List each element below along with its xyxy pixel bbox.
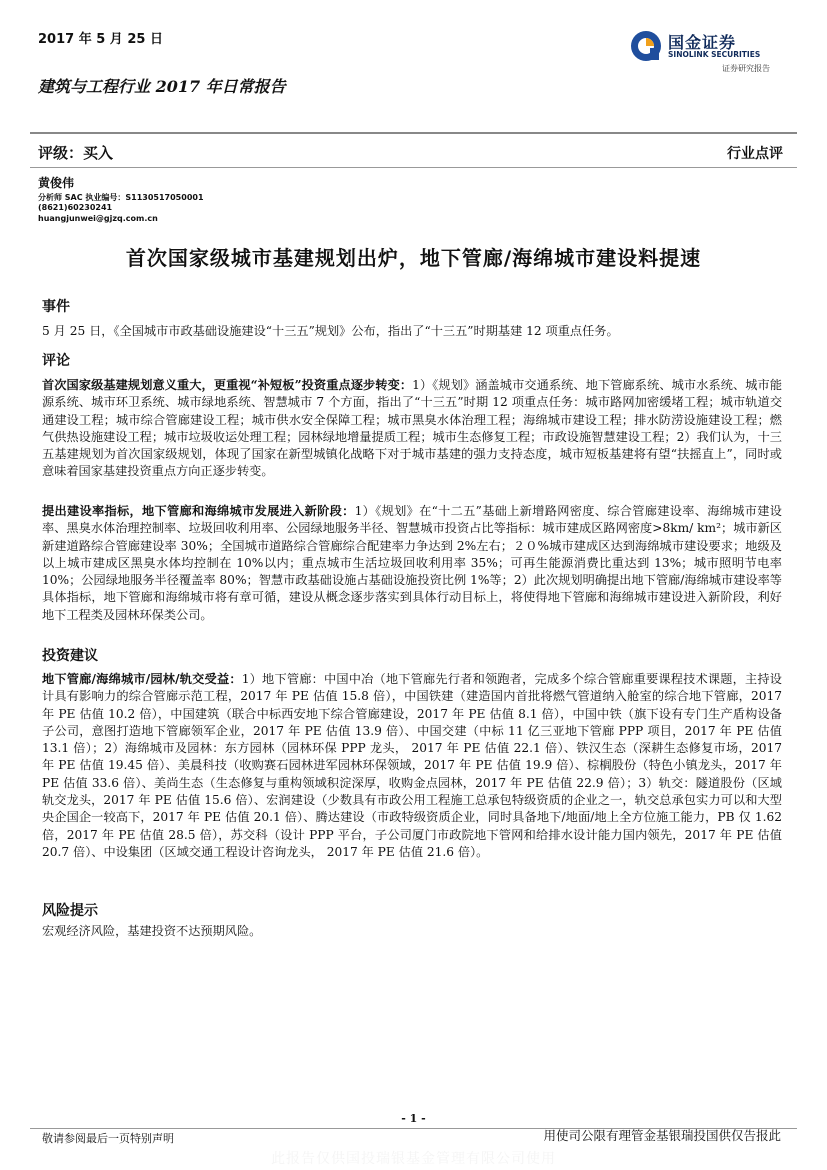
comment-paragraph-1 [42, 377, 782, 481]
comment-2-body: 1）《规划》在“十二五”基础上新增路网密度、综合管廊建设率、海绵城市建设率、黑臭水体治理控制率、垃圾回收利用率、公园绿地服务半径、智慧城市投资占比等指标：城市建成区路网密度>8km/ km²；城市新区新建道路综合管廊建设率 30%；全国城市道路综合管廊综合配建率力争达到 2%左右；２０%城市建成区达到海绵城市建设要求；地级及以上城市建成区黑臭水体均控制在 10%以内；重点城市生活垃圾回收利用率 35%；可再生能源消费比重达到 13%；城市照明节电率 10%；公园绿地服务半径覆盖率 80%；智慧市政基础设施占基础设施投资比例 1%等；2）此次规划明确提出地下管廊/海绵城市建设率等具体指标，地下管廊和海绵城市将有章可循，建设从概念逐步落实到具体行动目标上，将使得地下管廊和海绵城市建设进入新阶段，利好地下工程类及园林环保类公司。 [42, 504, 782, 622]
invest-paragraph [42, 671, 782, 861]
rating-label: 评级：买入 [38, 144, 114, 162]
footer-disclaimer: 敬请参阅最后一页特别声明 [42, 1132, 174, 1145]
risk-text: 宏观经济风险，基建投资不达预期风险。 [42, 924, 262, 938]
analyst-license: 分析师 SAC 执业编号：S1130517050001 [38, 193, 204, 202]
comment-1-lead: 首次国家级基建规划意义重大，更重视“补短板”投资重点逐步转变： [42, 378, 413, 392]
invest-lead: 地下管廊/海绵城市/园林/轨交受益： [42, 672, 242, 686]
logo-en-text: SINOLINK SECURITIES [668, 50, 761, 59]
category-label: 行业点评 [727, 146, 783, 162]
section-title-comment: 评论 [42, 353, 70, 369]
comment-paragraph-2 [42, 503, 782, 624]
invest-body: 1）地下管廊：中国中冶（地下管廊先行者和领跑者，完成多个综合管廊重要课程技术课题，主持设计具有影响力的综合管廊示范工程，2017 年 PE 估值 15.8 倍），中国铁建（建造国内首批将燃气管道纳入舱室的综合地下管廊，2017 年 PE 估值 10.2 倍），中国建筑（联合中标西安地下综合管廊建设，2017 年 PE 估值 8.1 倍），中国中铁（旗下设有专门生产盾构设备子公司，意图打造地下管廊领军企业，2017 年 PE 估值 13.9 倍）、中国交建（中标 11 亿三亚地下管廊 PPP 项目，2017 年 PE 估值 13.1 倍）；2）海绵城市及园林：东方园林（园林环保 PPP 龙头， 2017 年 PE 估值 22.1 倍）、铁汉生态（深耕生态修复市场，2017 年 PE 估值 19.45 倍）、美晨科技（收购赛石园林进军园林环保领域，2017 年 PE 估值 19.9 倍）、棕榈股份（特色小镇龙头，2017 年 PE 估值 33.6 倍）、美尚生态（生态修复与重构领域积淀深厚，收购金点园林，2017 年 PE 估值 22.9 倍）；3）轨交：隧道股份（区域轨交龙头，2017 年 PE 估值 15.6 倍）、宏润建设（少数具有市政公用工程施工总承包特级资质的企业之一，轨交总承包实力可以和大型央企国企一较高下，2017 年 PE 估值 20.1 倍）、腾达建设（市政特级资质企业，同时具备地下/地面/地上全方位施工能力，PB 仅 1.62 倍，2017 年 PE 估值 28.5 倍），苏交科（设计 PPP 平台，子公司厦门市政院地下管网和给排水设计能力国内领先，2017 年 PE 估值 20.7 倍）、中设集团（区域交通工程设计咨询龙头， 2017 年 PE 估值 21.6 倍）。 [42, 672, 782, 859]
headline: 首次国家级城市基建规划出炉，地下管廊/海绵城市建设料提速 [125, 246, 702, 270]
event-text: 5 月 25 日，《全国城市市政基础设施建设“十三五”规划》公布，指出了“十三五”时期基建 12 项重点任务。 [42, 324, 619, 338]
report-series-title: 建筑与工程行业 2017 年日常报告 [38, 77, 286, 96]
footer-right-text: 用使司公限有理管金基银瑞投国供仅告报此 [543, 1128, 781, 1143]
section-title-event: 事件 [42, 299, 70, 315]
watermark: 此报告仅供国投瑞银基金管理有限公司使用 [271, 1151, 556, 1167]
logo-subtitle: 证券研究报告 [722, 64, 770, 73]
section-title-risk: 风险提示 [42, 903, 98, 919]
section-title-invest: 投资建议 [42, 648, 98, 664]
analyst-name: 黄俊伟 [38, 176, 75, 190]
mid-divider [30, 167, 797, 168]
analyst-email[interactable]: huangjunwei@gjzq.com.cn [38, 214, 158, 223]
comment-2-lead: 提出建设率指标，地下管廊和海绵城市发展进入新阶段： [42, 504, 355, 518]
report-date: 2017 年 5 月 25 日 [38, 32, 163, 47]
comment-1-body: 1）《规划》涵盖城市交通系统、地下管廊系统、城市水系统、城市能源系统、城市环卫系统、城市绿地系统、智慧城市 7 个方面，指出了“十三五”时期 12 项重点任务：城市路网加密缓堵工程；城市轨道交通建设工程；城市综合管廊建设工程；城市供水安全保障工程；城市黑臭水体治理工程；海绵城市建设工程；排水防涝设施建设工程；燃气供热设施建设工程；城市垃圾收运处理工程；园林绿地增量提质工程；城市生态修复工程；市政设施智慧建设工程；2）我们认为，十三五基建规划为首次国家级规划，体现了国家在新型城镇化战略下对于城市基建的强力支持态度，城市短板基建将有望“扶摇直上”，同时或意味着国家基建投资重点方向正逐步转变。 [42, 378, 783, 479]
analyst-phone: (8621)60230241 [38, 203, 113, 212]
top-divider [30, 132, 797, 134]
page-number: - 1 - [401, 1112, 426, 1125]
logo-cn-text: 国金证券 [668, 33, 737, 52]
